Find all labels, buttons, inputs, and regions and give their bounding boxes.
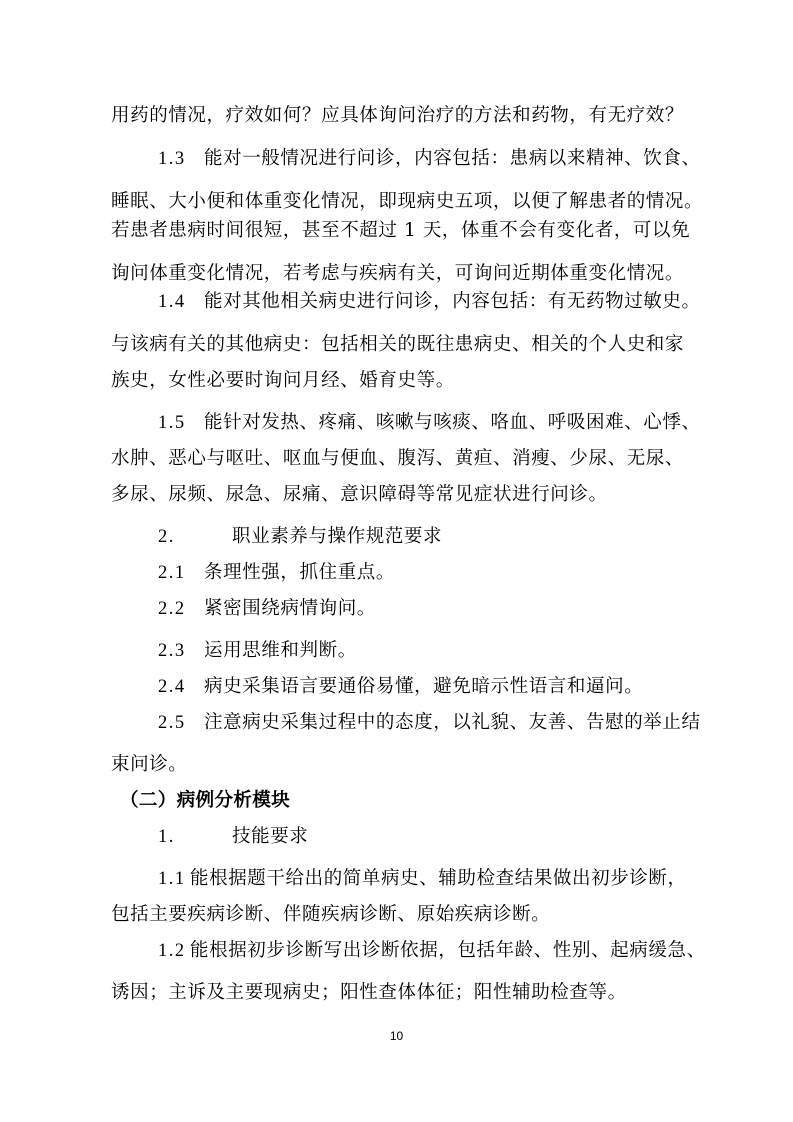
item-number: 1. [158,827,175,847]
numbered-item-line [0,824,793,850]
item-number: 2.4 [158,677,186,697]
item-number: 2.5 [158,713,186,733]
numbered-item-line [0,938,793,964]
numbered-item-line [0,410,793,436]
paragraph-line [0,189,793,215]
numbered-item-line [0,146,793,172]
line-text: 条理性强，抓住重点。 [204,562,396,583]
paragraph-line [0,752,793,778]
line-text: 用药的情况，疗效如何？应具体询问治疗的方法和药物，有无疗效？ [111,105,685,126]
line-text: 多尿、尿频、尿急、尿痛、意识障碍等常见症状进行问诊。 [111,484,608,505]
line-text: 病史采集语言要通俗易懂，避免暗示性语言和逼问。 [204,676,644,697]
line-text: 技能要求 [232,826,309,847]
line-text: 能对一般情况进行问诊，内容包括：患病以来精神、饮食、 [204,148,701,169]
item-number: 1.2 [158,941,186,961]
item-number: 1.5 [158,413,186,433]
line-text: 睡眠、大小便和体重变化情况，即现病史五项，以便了解患者的情况。 [111,191,704,212]
line-text: 族史，女性必要时询问月经、婚育史等。 [111,370,455,391]
line-text: 与该病有关的其他病史：包括相关的既往患病史、相关的个人史和家 [111,334,685,355]
item-number: 1.4 [158,292,186,312]
paragraph-line [0,103,793,129]
paragraph-line [0,332,793,358]
numbered-item-line [0,674,793,700]
item-number: 2.1 [158,563,186,583]
heading-text: （二）病例分析模块 [120,790,291,811]
section-heading [0,788,793,814]
paragraph-line [0,368,793,394]
item-number: 2.2 [158,599,186,619]
numbered-item-line [0,524,793,550]
item-number: 2.3 [158,641,186,661]
line-text: 运用思维和判断。 [204,640,357,661]
numbered-item-line [0,289,793,315]
paragraph-line [0,482,793,508]
item-number: 1.1 [158,869,186,889]
line-text: 包括主要疾病诊断、伴随疾病诊断、原始疾病诊断。 [111,904,551,925]
line-text: 能对其他相关病史进行问诊，内容包括：有无药物过敏史。 [204,291,701,312]
line-text: 束问诊。 [111,754,188,775]
line-text: 紧密围绕病情询问。 [204,598,376,619]
line-text: 询问体重变化情况，若考虑与疾病有关，可询问近期体重变化情况。 [111,263,685,284]
paragraph-line [0,446,793,472]
line-text: 诱因；主诉及主要现病史；阳性查体体征；阳性辅助检查等。 [111,982,627,1003]
line-text: 若患者患病时间很短，甚至不超过 1 天，体重不会有变化者，可以免 [111,220,691,241]
line-text: 注意病史采集过程中的态度，以礼貌、友善、告慰的举止结 [204,712,701,733]
item-number: 2. [158,527,175,547]
line-text: 能根据初步诊断写出诊断依据，包括年龄、性别、起病缓急、 [190,940,706,961]
line-text: 能针对发热、疼痛、咳嗽与咳痰、咯血、呼吸困难、心悸、 [204,412,701,433]
paragraph-line [0,980,793,1006]
line-text: 水肿、恶心与呕吐、呕血与便血、腹泻、黄疸、消瘦、少尿、无尿、 [111,448,685,469]
item-number: 1.3 [158,149,186,169]
line-text: 能根据题干给出的简单病史、辅助检查结果做出初步诊断， [190,868,687,889]
paragraph-line [0,218,793,244]
page-number: 10 [389,1029,404,1043]
numbered-item-line [0,866,793,892]
numbered-item-line [0,560,793,586]
numbered-item-line [0,710,793,736]
line-text: 职业素养与操作规范要求 [232,526,443,547]
paragraph-line [0,261,793,287]
numbered-item-line [0,638,793,664]
numbered-item-line [0,596,793,622]
paragraph-line [0,902,793,928]
